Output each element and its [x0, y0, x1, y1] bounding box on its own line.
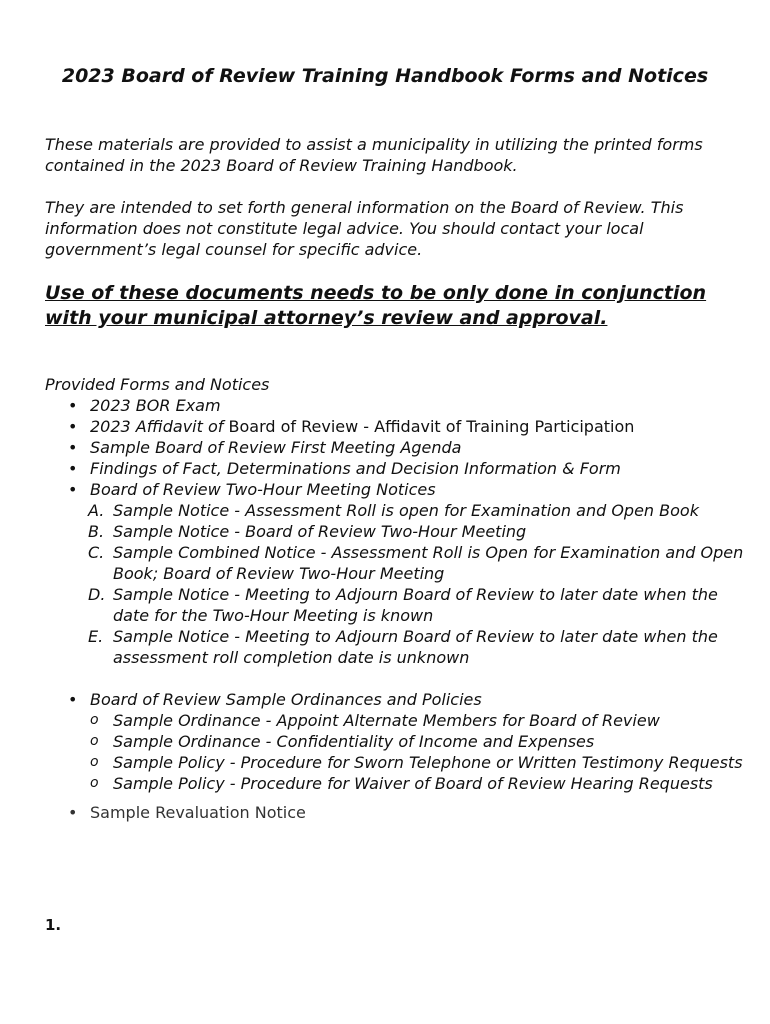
list-item	[64, 802, 744, 823]
list-item-label: 2023 BOR Exam	[90, 396, 221, 415]
bullet-icon: •	[68, 459, 78, 478]
list-item	[64, 689, 744, 710]
circle-bullet-icon: o	[90, 775, 99, 791]
bullet-icon: •	[68, 417, 78, 436]
list-item	[64, 437, 744, 458]
list-spacer	[64, 794, 744, 802]
list-item-label: Findings of Fact, Determinations and Decision Information & Form	[90, 459, 621, 478]
notice-marker: A.	[88, 501, 105, 520]
notice-item-a	[64, 500, 744, 521]
notice-marker: D.	[88, 585, 106, 604]
notice-marker: E.	[88, 627, 104, 646]
bullet-icon: •	[68, 438, 78, 457]
notice-marker: B.	[88, 522, 105, 541]
bullet-icon: •	[68, 690, 78, 709]
notice-item-b	[64, 521, 744, 542]
ordinance-item	[64, 731, 744, 752]
ordinance-item	[64, 710, 744, 731]
list-item	[64, 479, 744, 500]
list-item	[64, 416, 744, 437]
ordinance-item	[64, 752, 744, 773]
notice-label: Sample Notice - Meeting to Adjourn Board of Review to later date when the date for the Two-Hour Meeting is known	[113, 585, 718, 625]
list-item-label: Board of Review Two-Hour Meeting Notices	[90, 480, 436, 499]
notice-label: Sample Notice - Meeting to Adjourn Board of Review to later date when the assessment roll completion date is unknown	[113, 627, 718, 667]
intro-paragraph-2: They are intended to set forth general information on the Board of Review. This information does not constitute legal advice. You should contact your local government’s legal counsel for specific advice.	[45, 198, 684, 259]
list-item-label: Sample Revaluation Notice	[90, 803, 306, 822]
forms-list	[64, 395, 744, 823]
bullet-icon: •	[68, 803, 78, 822]
notice-label: Sample Notice - Assessment Roll is open for Examination and Open Book	[113, 501, 699, 520]
ordinance-label: Sample Policy - Procedure for Waiver of Board of Review Hearing Requests	[113, 774, 713, 793]
list-item-label: Board of Review Sample Ordinances and Policies	[90, 690, 482, 709]
list-item	[64, 395, 744, 416]
list-spacer	[64, 668, 744, 689]
bullet-icon: •	[68, 480, 78, 499]
attorney-review-warning: Use of these documents needs to be only done in conjunction with your municipal attorney’s review and approval.	[45, 282, 707, 329]
document-title: 2023 Board of Review Training Handbook Forms and Notices	[61, 65, 709, 87]
circle-bullet-icon: o	[90, 754, 99, 770]
ordinance-label: Sample Policy - Procedure for Sworn Telephone or Written Testimony Requests	[113, 753, 743, 772]
list-item-label: Sample Board of Review First Meeting Agenda	[90, 438, 462, 457]
ordinance-item	[64, 773, 744, 794]
bullet-icon: •	[68, 396, 78, 415]
notice-marker: C.	[88, 543, 105, 562]
circle-bullet-icon: o	[90, 733, 99, 749]
circle-bullet-icon: o	[90, 712, 99, 728]
notice-item-c	[64, 542, 744, 584]
page-number: 1.	[45, 916, 62, 934]
notice-item-d	[64, 584, 744, 626]
intro-paragraph-1: These materials are provided to assist a municipality in utilizing the printed forms contained in the 2023 Board of Review Training Handbook.	[45, 135, 703, 175]
forms-list-heading: Provided Forms and Notices	[45, 375, 270, 394]
ordinance-label: Sample Ordinance - Appoint Alternate Members for Board of Review	[113, 711, 660, 730]
list-item-label-plain: Board of Review - Affidavit of Training Participation	[223, 417, 635, 436]
list-item	[64, 458, 744, 479]
notice-label: Sample Combined Notice - Assessment Roll is Open for Examination and Open Book; Board of Review Two-Hour Meeting	[113, 543, 744, 583]
ordinance-label: Sample Ordinance - Confidentiality of Income and Expenses	[113, 732, 595, 751]
notice-label: Sample Notice - Board of Review Two-Hour Meeting	[113, 522, 527, 541]
notice-item-e	[64, 626, 744, 668]
list-item-label-italic: 2023 Affidavit of	[90, 417, 224, 436]
